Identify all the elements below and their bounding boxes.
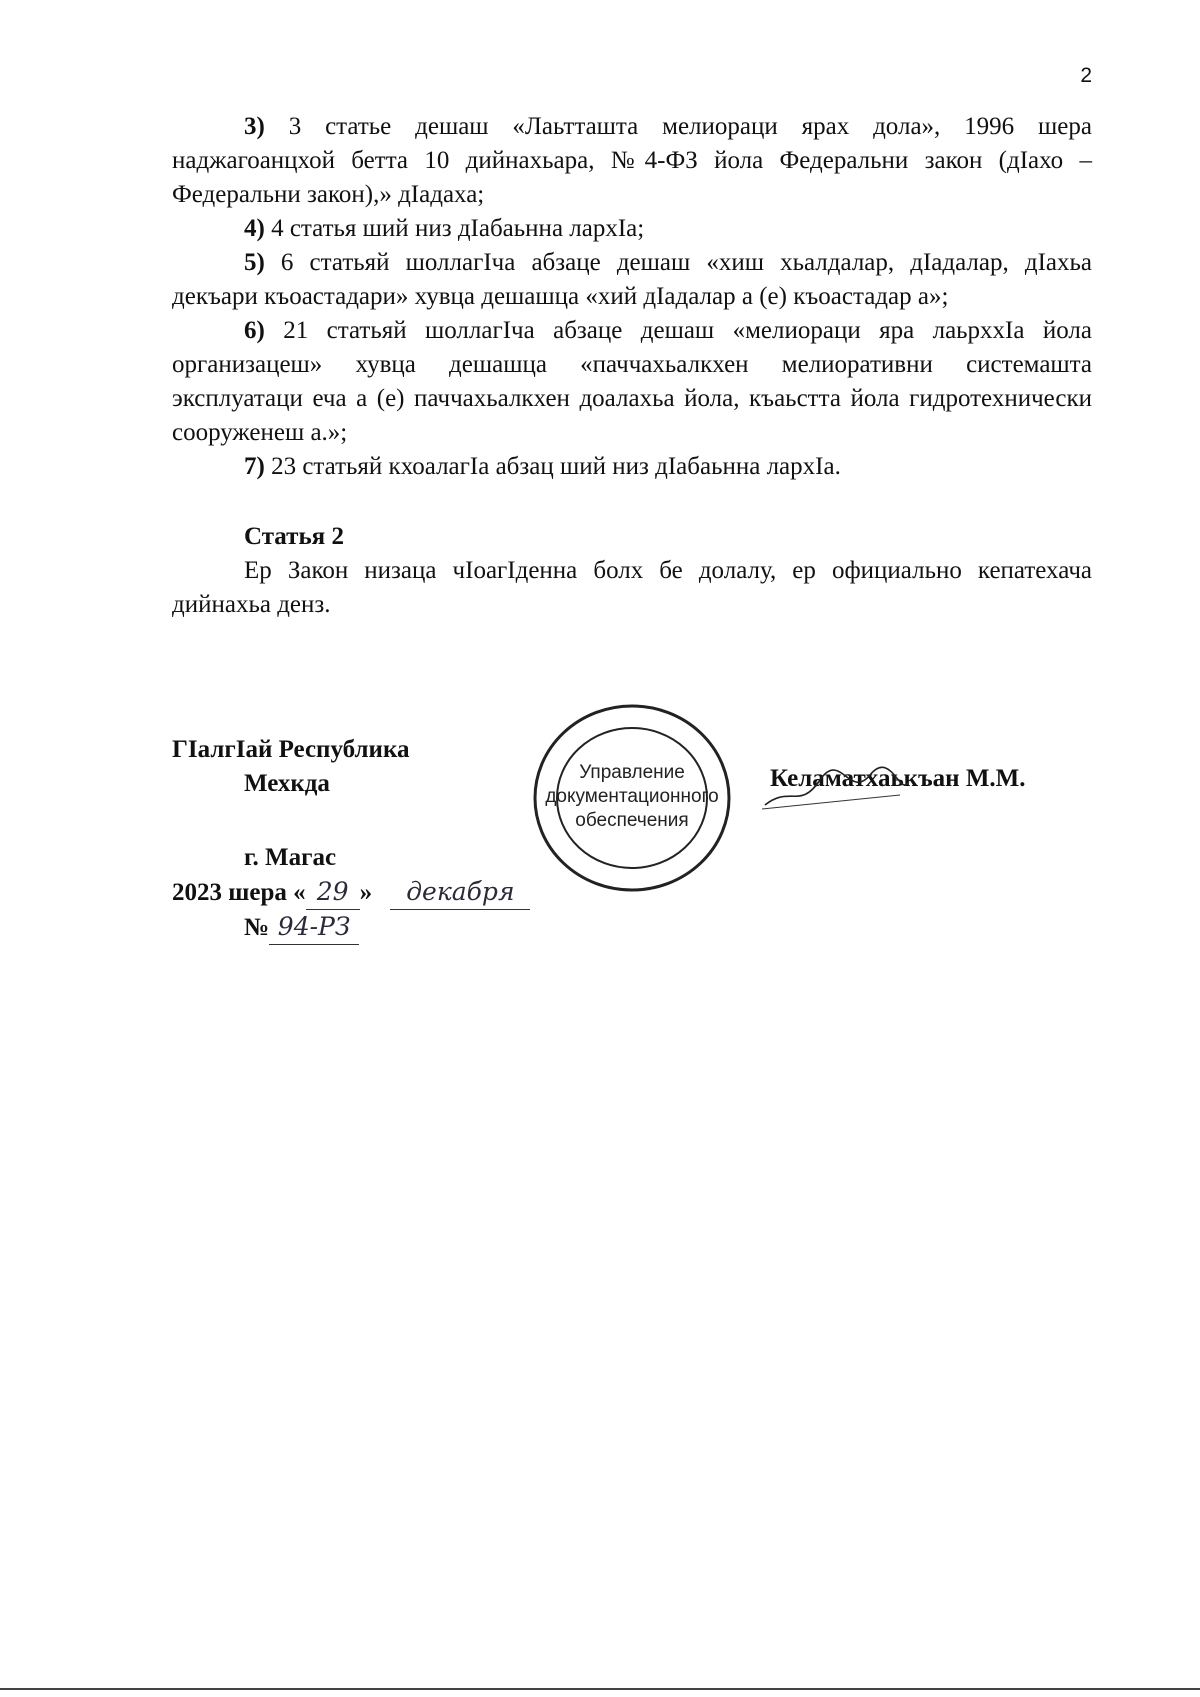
item-text: 6 статьяй шоллагІча абзаце дешаш «хиш хьалдалар, дІадалар, дІахьа декъари къоастадари» хувца дешашца «хий дІадалар а (е) къоастадар а»; (172, 249, 1092, 310)
republic-label: ГІалгІай Республика (172, 736, 410, 763)
page-number: 2 (1080, 64, 1092, 87)
item-number: 3) (244, 113, 265, 140)
signatory-name: Келаматхаькъан М.М. (770, 765, 1026, 792)
seal-center-text (532, 761, 732, 833)
article-title: Статья 2 (244, 523, 344, 550)
day-handwritten: 29 (306, 875, 360, 910)
month-handwritten: декабря (390, 875, 530, 910)
signature-block (172, 733, 530, 945)
document-body (172, 110, 1092, 622)
item-number: 7) (244, 453, 265, 480)
list-item (172, 246, 1092, 314)
number-line (172, 910, 530, 945)
number-prefix: № (244, 914, 270, 941)
item-number: 6) (244, 317, 265, 344)
item-number: 5) (244, 249, 265, 276)
city: г. Магас (244, 844, 337, 871)
quote-close: » (359, 879, 373, 906)
date-line (172, 875, 530, 910)
handwritten-signature (760, 765, 910, 813)
head-title: Мехкда (244, 770, 330, 797)
article-text: Ер Закон низаца чІоагІденна болх бе долалу, ер официально кепатехача дийнахьа денз. (172, 557, 1092, 618)
list-item (172, 212, 1092, 246)
item-text: 21 статьяй шоллагІча абзаце дешаш «мелиораци яра лаьрххІа йола организацеш» хувца дешашца «паччахьалкхен мелиоративни системашта эксплуатаци еча а (е) паччахьалкхен доалахьа йола, къаьстта йола гидротехнически сооруженеш а.»; (172, 317, 1092, 446)
seal-line: Управление (579, 762, 685, 783)
item-text: 23 статьяй кхоалагІа абзац ший низ дІабаьнна лархІа. (264, 453, 841, 480)
item-number: 4) (244, 215, 265, 242)
list-item (172, 110, 1092, 212)
item-text: 4 статья ший низ дІабаьнна лархІа; (264, 215, 645, 242)
seal-line: обеспечения (575, 810, 689, 831)
item-text: 3 статье дешаш «Лаьтташта мелиораци ярах дола», 1996 шера наджагоанцхой бетта 10 дийнахьара, №4-ФЗ йола Федеральни закон (дІахо – Федеральни закон),» дІадаха; (172, 113, 1092, 208)
seal-line: документационного (545, 786, 719, 807)
list-item (172, 450, 1092, 484)
year-prefix: 2023 шера « (172, 879, 306, 906)
scan-edge-line (0, 1688, 1200, 1690)
number-handwritten: 94-РЗ (269, 910, 359, 945)
official-seal (532, 703, 732, 893)
list-item (172, 314, 1092, 450)
